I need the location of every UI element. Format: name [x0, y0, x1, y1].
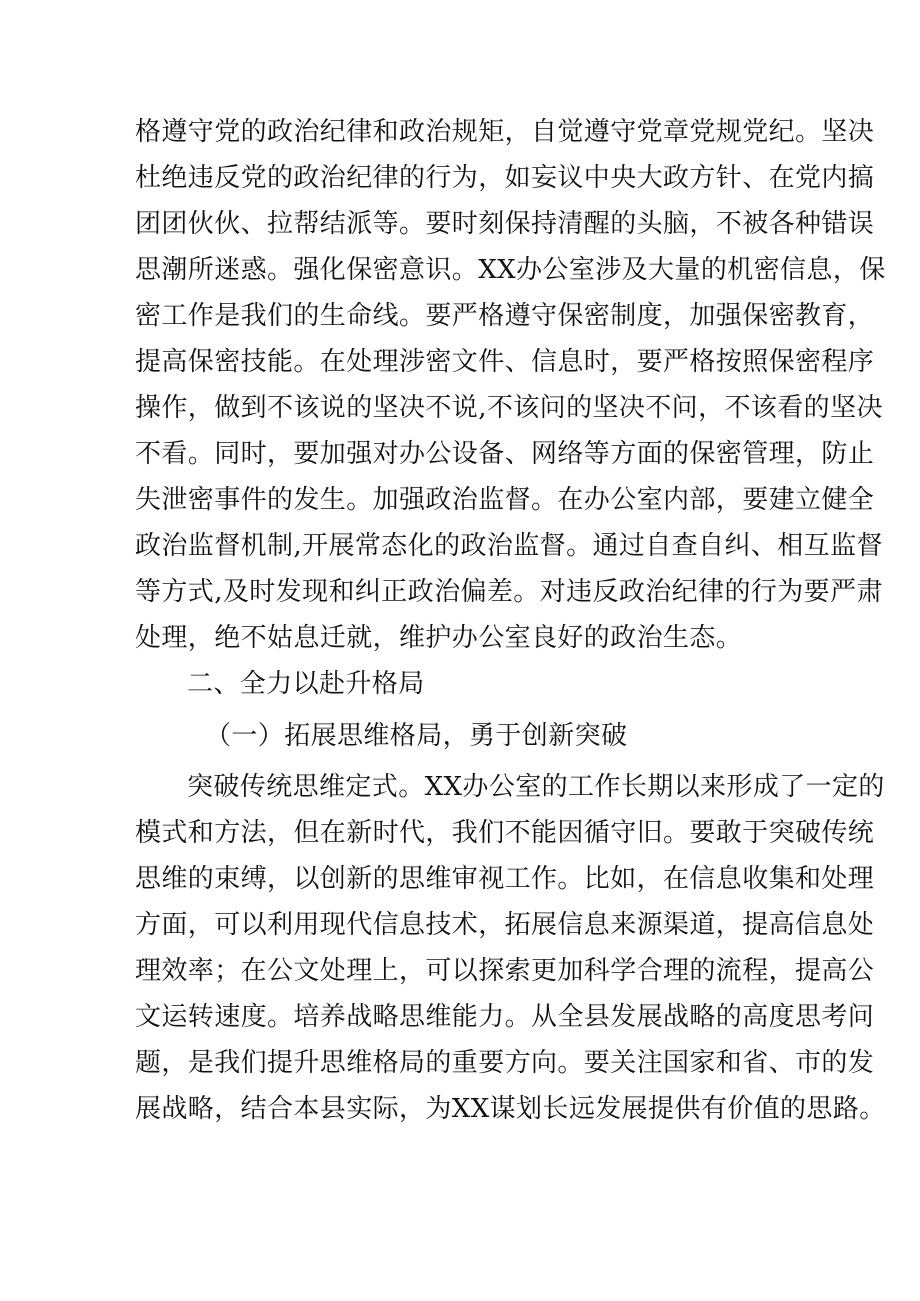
paragraph-line: 方面，可以利用现代信息技术，拓展信息来源渠道，提高信息处	[135, 910, 875, 940]
paragraph-line: 思维的束缚，以创新的思维审视工作。比如，在信息收集和处理	[135, 864, 875, 894]
paragraph-line: 文运转速度。培养战略思维能力。从全县发展战略的高度思考问	[135, 1002, 875, 1032]
paragraph-line: 团团伙伙、拉帮结派等。要时刻保持清醒的头脑，不被各种错误	[135, 209, 875, 239]
paragraph-line: 题，是我们提升思维格局的重要方向。要关注国家和省、市的发	[135, 1048, 875, 1078]
paragraph-line: 不看。同时，要加强对办公设备、网络等方面的保密管理，防止	[135, 439, 875, 469]
paragraph-line: 失泄密事件的发生。加强政治监督。在办公室内部，要建立健全	[135, 485, 875, 515]
paragraph-line: 格遵守党的政治纪律和政治规矩，自觉遵守党章党规党纪。坚决	[135, 117, 875, 147]
paragraph-line: 展战略，结合本县实际，为XX谋划长远发展提供有价值的思路。	[135, 1094, 886, 1124]
paragraph-line: 思潮所迷惑。强化保密意识。XX办公室涉及大量的机密信息，保	[135, 255, 886, 285]
paragraph-line: 提高保密技能。在处理涉密文件、信息时，要严格按照保密程序	[135, 347, 875, 377]
section-heading: 二、全力以赴升格局	[187, 669, 425, 699]
paragraph-line: 政治监督机制,开展常态化的政治监督。通过自查自纠、相互监督	[135, 531, 883, 561]
subsection-heading: （一）拓展思维格局，勇于创新突破	[205, 721, 628, 751]
paragraph-line: 突破传统思维定式。XX办公室的工作长期以来形成了一定的	[187, 772, 885, 802]
paragraph-line: 等方式,及时发现和纠正政治偏差。对违反政治纪律的行为要严肃	[135, 577, 883, 607]
paragraph-line: 操作，做到不该说的坚决不说,不该问的坚决不问，不该看的坚决	[135, 393, 883, 423]
paragraph-line: 模式和方法，但在新时代，我们不能因循守旧。要敢于突破传统	[135, 818, 875, 848]
paragraph-line: 处理，绝不姑息迁就，维护办公室良好的政治生态。	[135, 623, 743, 653]
paragraph-line: 理效率；在公文处理上，可以探索更加科学合理的流程，提高公	[135, 956, 875, 986]
paragraph-line: 密工作是我们的生命线。要严格遵守保密制度，加强保密教育，	[135, 301, 875, 331]
paragraph-line: 杜绝违反党的政治纪律的行为，如妄议中央大政方针、在党内搞	[135, 163, 875, 193]
